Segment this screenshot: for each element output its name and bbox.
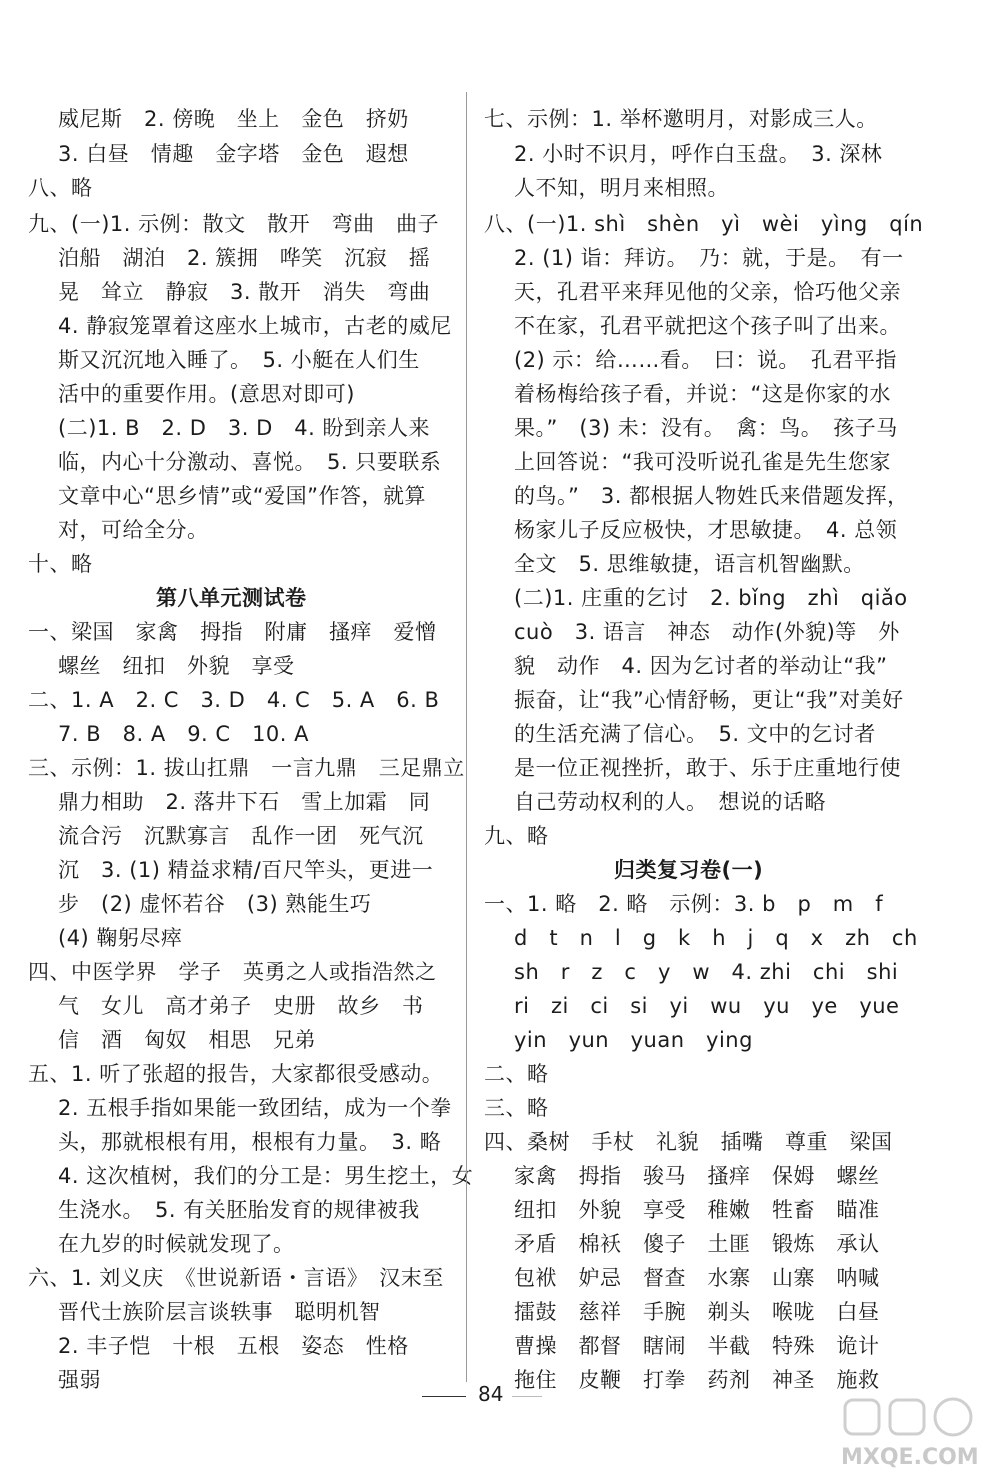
answer-line: (2) 示：给……看。 曰：说。 孔君平指 xyxy=(514,348,897,372)
answer-line: 着杨梅给孩子看，并说：“这是你家的水 xyxy=(514,382,891,406)
column-divider xyxy=(466,92,467,1382)
answer-line: 头，那就根根有用，根根有力量。 3. 略 xyxy=(58,1130,442,1154)
answer-line: 威尼斯 2. 傍晚 坐上 金色 挤奶 xyxy=(58,107,409,131)
answer-line: 2. 五根手指如果能一致团结，成为一个拳 xyxy=(58,1096,452,1120)
answer-line: 杨家儿子反应极快，才思敏捷。 4. 总领 xyxy=(514,518,898,542)
answer-line: 临，内心十分激动、喜悦。 5. 只要联系 xyxy=(58,450,442,474)
answer-line: 流合污 沉默寡言 乱作一团 死气沉 xyxy=(58,824,424,848)
answer-line: 4. 静寂笼罩着这座水上城市，古老的威尼 xyxy=(58,314,452,338)
answer-line: 生浇水。 5. 有关胚胎发育的规律被我 xyxy=(58,1198,420,1222)
answer-line: 振奋，让“我”心情舒畅，更让“我”对美好 xyxy=(514,688,904,712)
answer-line: 七、示例：1. 举杯邀明月，对影成三人。 xyxy=(484,107,878,131)
answer-line: 的生活充满了信心。 5. 文中的乞讨者 xyxy=(514,722,876,746)
answer-line: 强弱 xyxy=(58,1368,101,1392)
answer-line: 不在家，孔君平就把这个孩子叫了出来。 xyxy=(514,314,901,338)
answer-line: 2. (1) 诣：拜访。 乃：就，于是。 有一 xyxy=(514,246,904,270)
answer-line: 果。” (3) 未：没有。 禽：鸟。 孩子马 xyxy=(514,416,898,440)
answer-line: 2. 小时不识月，呼作白玉盘。 3. 深林 xyxy=(514,142,883,166)
answer-line: (4) 鞠躬尽瘁 xyxy=(58,926,183,950)
answer-line: 貌 动作 4. 因为乞讨者的举动让“我” xyxy=(514,654,888,678)
answer-line: 步 (2) 虚怀若谷 (3) 熟能生巧 xyxy=(58,892,372,916)
answer-line: (二)1. 庄重的乞讨 2. bǐng zhì qiǎo xyxy=(514,586,908,610)
answer-line: 鼎力相助 2. 落井下石 雪上加霜 同 xyxy=(58,790,431,814)
answer-line: 自己劳动权利的人。 想说的话略 xyxy=(514,790,826,814)
answer-line: 的鸟。” 3. 都根据人物姓氏来借题发挥， xyxy=(514,484,909,508)
answer-line: 斯又沉沉地入睡了。 5. 小艇在人们生 xyxy=(58,348,420,372)
page-number-rule-right xyxy=(512,1396,542,1397)
answer-line: 六、1. 刘义庆 《世说新语・言语》 汉末至 xyxy=(28,1266,444,1290)
answer-line: 八、略 xyxy=(28,176,93,200)
answer-line: 擂鼓 慈祥 手腕 剃头 喉咙 白昼 xyxy=(514,1300,880,1324)
page-number-rule-left xyxy=(422,1396,466,1397)
answer-line: 全文 5. 思维敏捷，语言机智幽默。 xyxy=(514,552,865,576)
answer-line: 2. 丰子恺 十根 五根 姿态 性格 xyxy=(58,1334,409,1358)
watermark-logo xyxy=(835,1392,985,1472)
answer-line: 纽扣 外貌 享受 稚嫩 牲畜 瞄准 xyxy=(514,1198,880,1222)
answer-line: 矛盾 棉袄 傻子 土匪 锻炼 承认 xyxy=(514,1232,880,1256)
answer-line: 曹操 都督 瞎闹 半截 特殊 诡计 xyxy=(514,1334,880,1358)
answer-line: 拖住 皮鞭 打拳 药剂 神圣 施救 xyxy=(514,1368,880,1392)
answer-line: 十、略 xyxy=(28,552,93,576)
answer-line: 九、(一)1. 示例：散文 散开 弯曲 曲子 xyxy=(28,212,440,236)
answer-line: 气 女儿 高才弟子 史册 故乡 书 xyxy=(58,994,424,1018)
answer-line: 人不知，明月来相照。 xyxy=(514,176,729,200)
answer-line: 二、略 xyxy=(484,1062,549,1086)
answer-line: 泊船 湖泊 2. 簇拥 哗笑 沉寂 摇 xyxy=(58,246,431,270)
answer-line: 在九岁的时候就发现了。 xyxy=(58,1232,295,1256)
answer-line: ri zi ci si yi wu yu ye yue xyxy=(514,994,900,1018)
answer-line: 沉 3. (1) 精益求精/百尺竿头，更进一 xyxy=(58,858,434,882)
answer-line: 3. 白昼 情趣 金字塔 金色 遐想 xyxy=(58,142,409,166)
answer-line: 家禽 拇指 骏马 搔痒 保姆 螺丝 xyxy=(514,1164,880,1188)
answer-line: cuò 3. 语言 神态 动作(外貌)等 外 xyxy=(514,620,900,644)
answer-line: sh r z c y w 4. zhi chi shi xyxy=(514,960,899,984)
answer-line: 螺丝 纽扣 外貌 享受 xyxy=(58,654,295,678)
answer-line: yin yun yuan ying xyxy=(514,1028,753,1052)
answer-line: 一、1. 略 2. 略 示例：3. b p m f xyxy=(484,892,884,916)
answer-line: 四、中医学界 学子 英勇之人或指浩然之 xyxy=(28,960,437,984)
answer-line: 天，孔君平来拜见他的父亲，恰巧他父亲 xyxy=(514,280,901,304)
answer-line: (二)1. B 2. D 3. D 4. 盼到亲人来 xyxy=(58,416,430,440)
answer-line: 是一位正视挫折，敢于、乐于庄重地行使 xyxy=(514,756,901,780)
answer-line: 三、示例：1. 拔山扛鼎 一言九鼎 三足鼎立 xyxy=(28,756,465,780)
answer-line: 八、(一)1. shì shèn yì wèi yìng qín xyxy=(484,212,924,236)
answer-line: 晋代士族阶层言谈轶事 聪明机智 xyxy=(58,1300,381,1324)
answer-line: 活中的重要作用。(意思对即可) xyxy=(58,382,355,406)
page-number: 84 xyxy=(478,1382,504,1406)
answer-line: 信 酒 匈奴 相思 兄弟 xyxy=(58,1028,316,1052)
answer-line: 一、梁国 家禽 拇指 附庸 搔痒 爱憎 xyxy=(28,620,437,644)
answer-line: 包袱 妒忌 督查 水寨 山寨 呐喊 xyxy=(514,1266,880,1290)
answer-line: 7. B 8. A 9. C 10. A xyxy=(58,722,310,746)
answer-line: 三、略 xyxy=(484,1096,549,1120)
answer-line: 上回答说：“我可没听说孔雀是先生您家 xyxy=(514,450,891,474)
answer-line: 文章中心“思乡情”或“爱国”作答，就算 xyxy=(58,484,427,508)
section-title: 第八单元测试卷 xyxy=(156,586,307,610)
answer-line: 晃 耸立 静寂 3. 散开 消失 弯曲 xyxy=(58,280,431,304)
section-title: 归类复习卷(一) xyxy=(614,858,764,882)
answer-line: 四、桑树 手杖 礼貌 插嘴 尊重 梁国 xyxy=(484,1130,893,1154)
answer-line: 五、1. 听了张超的报告，大家都很受感动。 xyxy=(28,1062,444,1086)
answer-line: 九、略 xyxy=(484,824,549,848)
answer-line: 对，可给全分。 xyxy=(58,518,209,542)
svg-text:MXQE.COM: MXQE.COM xyxy=(841,1445,979,1470)
answer-line: 4. 这次植树，我们的分工是：男生挖土，女 xyxy=(58,1164,474,1188)
answer-line: 二、1. A 2. C 3. D 4. C 5. A 6. B xyxy=(28,688,440,712)
answer-line: d t n l g k h j q x zh ch xyxy=(514,926,918,950)
